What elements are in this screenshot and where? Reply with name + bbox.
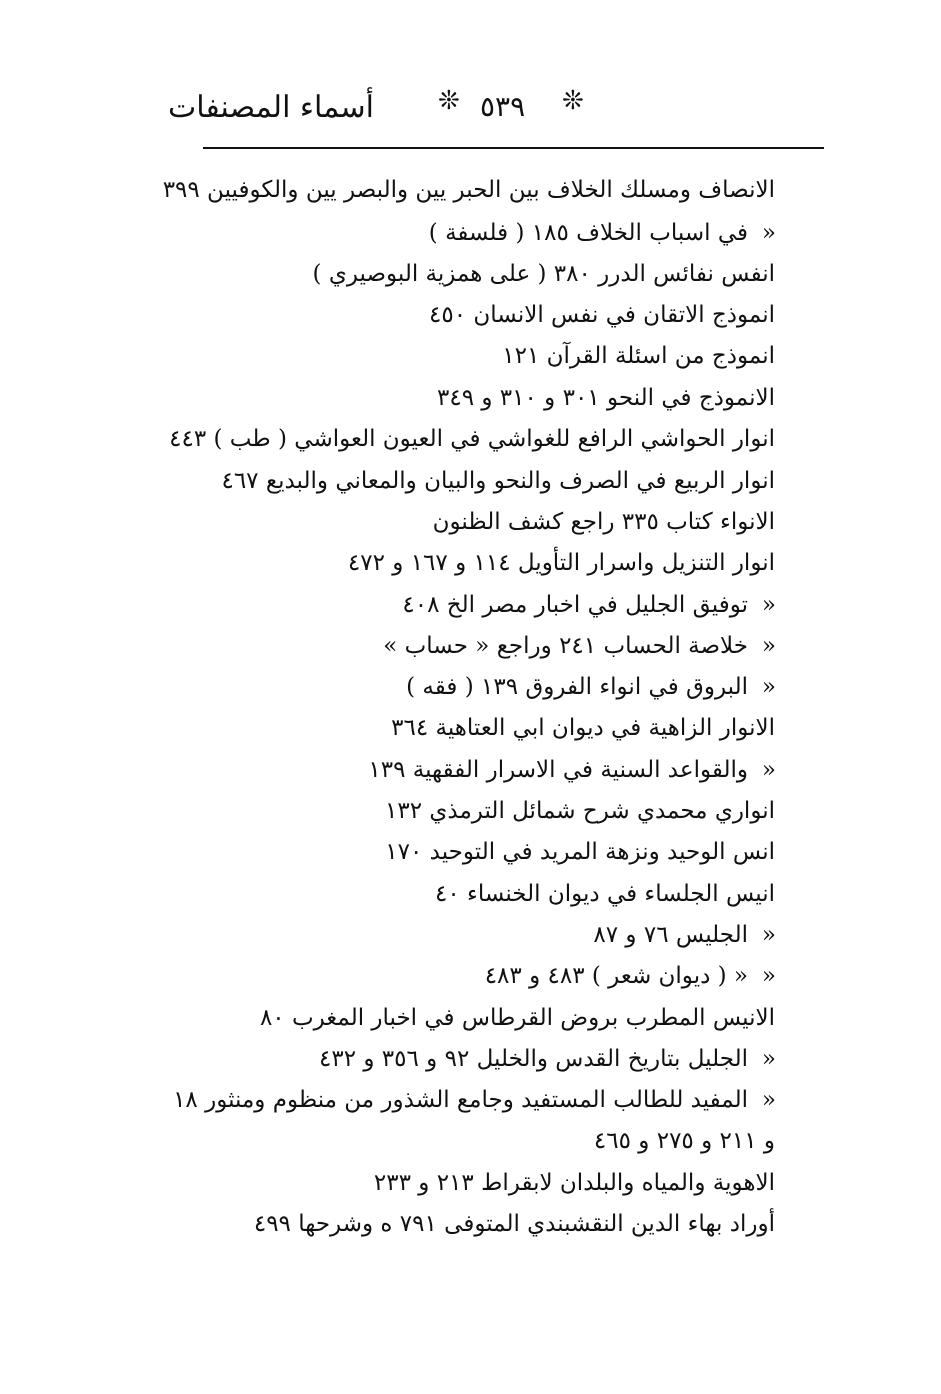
entry bbox=[163, 175, 803, 205]
entry bbox=[429, 218, 776, 248]
entry bbox=[221, 466, 803, 496]
entry bbox=[374, 1168, 803, 1198]
entry-ditto: « bbox=[761, 963, 776, 989]
entry bbox=[169, 424, 803, 454]
entry-text: أوراد بهاء الدين النقشبندي المتوفى ٧٩١ ه وشرحها ٤٩٩ bbox=[253, 1211, 775, 1237]
header-rule bbox=[203, 147, 824, 149]
entry bbox=[254, 1209, 803, 1239]
entry-ditto: « bbox=[761, 633, 776, 659]
entry-ditto: « bbox=[761, 592, 776, 618]
entry-text: و ٢١١ و ٢٧٥ و ٤٦٥ bbox=[593, 1128, 775, 1154]
entry-text: المفيد للطالب المستفيد وجامع الشذور من منظوم ومنثور ١٨ bbox=[173, 1087, 748, 1113]
entry bbox=[406, 672, 776, 702]
entry-text: البروق في انواء الفروق ١٣٩ ( فقه ) bbox=[406, 674, 748, 700]
entry-text: انوار الربيع في الصرف والنحو والبيان والمعاني والبديع ٤٦٧ bbox=[221, 468, 775, 494]
entry-ditto: « bbox=[761, 1046, 776, 1072]
entry bbox=[385, 796, 803, 826]
entry-ditto: « bbox=[761, 1087, 776, 1113]
entry-ditto: « bbox=[761, 922, 776, 948]
entry bbox=[502, 341, 803, 371]
ornament-right: ❊ bbox=[562, 86, 584, 116]
entries-list bbox=[0, 170, 941, 1250]
entry-text: في اسباب الخلاف ١٨٥ ( فلسفة ) bbox=[428, 220, 748, 246]
entry-text: انوار الحواشي الرافع للغواشي في العيون العواشي ( طب ) ٤٤٣ bbox=[169, 426, 775, 452]
entry bbox=[435, 879, 803, 909]
entry bbox=[348, 548, 803, 578]
entry-text: توفيق الجليل في اخبار مصر الخ ٤٠٨ bbox=[402, 592, 748, 618]
section-title: أسماء المصنفات bbox=[167, 90, 374, 125]
entry bbox=[437, 383, 803, 413]
entry bbox=[594, 1126, 803, 1156]
entry-text: انيس الجلساء في ديوان الخنساء ٤٠ bbox=[434, 881, 775, 907]
page-header bbox=[167, 80, 830, 140]
entry-text: انس الوحيد ونزهة المريد في التوحيد ١٧٠ bbox=[385, 839, 775, 865]
entry-ditto: « bbox=[761, 757, 776, 783]
entry-text: انواري محمدي شرح شمائل الترمذي ١٣٢ bbox=[385, 798, 775, 824]
entry-text: الاهوية والمياه والبلدان لابقراط ٢١٣ و ٢٣٣ bbox=[373, 1170, 775, 1196]
ornament-left: ❊ bbox=[438, 86, 460, 116]
entry-text: الانموذج في النحو ٣٠١ و ٣١٠ و ٣٤٩ bbox=[437, 385, 775, 411]
entry bbox=[429, 300, 803, 330]
entry bbox=[313, 259, 803, 289]
entry-text: انموذج من اسئلة القرآن ١٢١ bbox=[502, 343, 775, 369]
entry-ditto: « bbox=[761, 674, 776, 700]
entry bbox=[319, 1044, 776, 1074]
entry bbox=[485, 961, 776, 991]
entry bbox=[391, 713, 803, 743]
entry-text: الانواء كتاب ٣٣٥ راجع كشف الظنون bbox=[432, 509, 775, 535]
entry-text: انفس نفائس الدرر ٣٨٠ ( على همزية البوصيري ) bbox=[312, 261, 775, 287]
entry-text: الانصاف ومسلك الخلاف بين الحبر يين والبصر يين والكوفيين ٣٩٩ bbox=[162, 177, 775, 203]
entry-text: الجليس ٧٦ و ٨٧ bbox=[593, 922, 748, 948]
entry-text: الانوار الزاهية في ديوان ابي العتاهية ٣٦٤ bbox=[391, 715, 775, 741]
page-number: ٥٣٩ bbox=[480, 90, 526, 123]
entry-text: والقواعد السنية في الاسرار الفقهية ١٣٩ bbox=[368, 757, 748, 783]
entry bbox=[593, 920, 776, 950]
entry bbox=[260, 1003, 803, 1033]
entry bbox=[383, 631, 776, 661]
entry-text: « ( ديوان شعر ) ٤٨٣ و ٤٨٣ bbox=[484, 963, 748, 989]
entry bbox=[433, 507, 803, 537]
entry-ditto: « bbox=[761, 220, 776, 246]
entry-text: انموذج الاتقان في نفس الانسان ٤٥٠ bbox=[429, 302, 775, 328]
entry-text: الجليل بتاريخ القدس والخليل ٩٢ و ٣٥٦ و ٤٣٢ bbox=[319, 1046, 748, 1072]
entry-text: الانيس المطرب بروض القرطاس في اخبار المغرب ٨٠ bbox=[259, 1005, 775, 1031]
entry bbox=[173, 1085, 776, 1115]
entry bbox=[368, 755, 776, 785]
entry-text: خلاصة الحساب ٢٤١ وراجع « حساب » bbox=[383, 633, 748, 659]
entry bbox=[385, 837, 803, 867]
entry-text: انوار التنزيل واسرار التأويل ١١٤ و ١٦٧ و ٤٧٢ bbox=[347, 550, 775, 576]
entry bbox=[402, 590, 776, 620]
